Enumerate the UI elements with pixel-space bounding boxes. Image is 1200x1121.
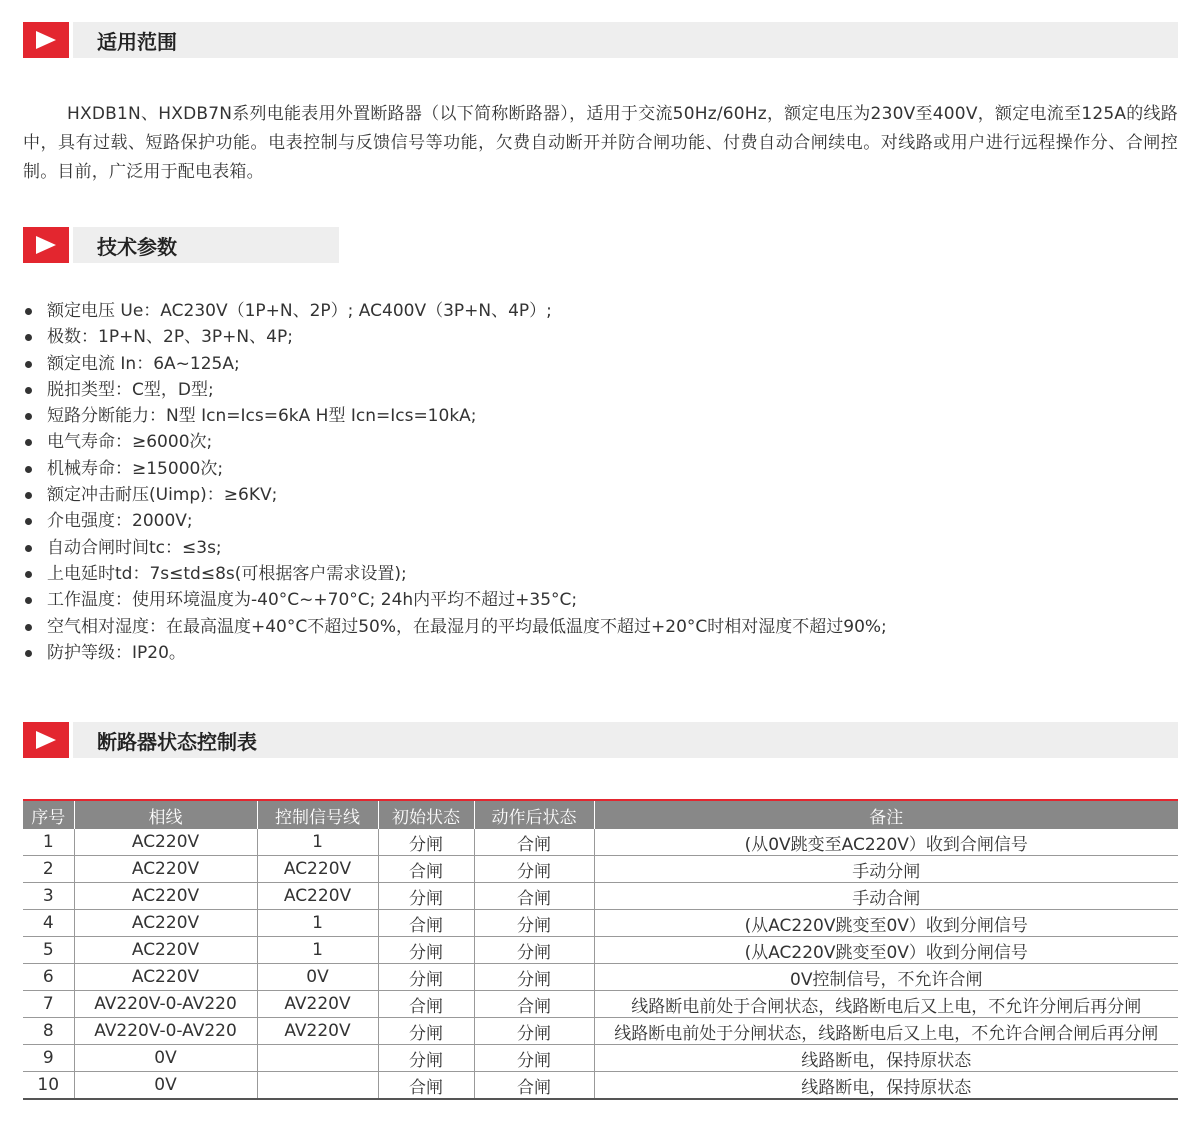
table-cell: 1	[257, 910, 378, 937]
table-header-cell: 序号	[23, 800, 74, 829]
table-cell: 1	[23, 829, 74, 856]
table-cell	[257, 1045, 378, 1072]
table-cell: AV220V-0-AV220	[74, 991, 257, 1018]
param-item: 空气相对湿度：在最高温度+40°C不超过50%，在最湿月的平均最低温度不超过+20°C时相对湿度不超过90%;	[23, 614, 1178, 640]
table-cell: 手动合闸	[594, 883, 1178, 910]
table-cell: 线路断电前处于合闸状态，线路断电后又上电，不允许分闸后再分闸	[594, 991, 1178, 1018]
section-header-table	[23, 722, 1178, 758]
table-cell: 4	[23, 910, 74, 937]
table-cell: 分闸	[378, 883, 474, 910]
table-cell: AC220V	[74, 964, 257, 991]
table-cell: 手动分闸	[594, 856, 1178, 883]
table-cell: 分闸	[474, 937, 594, 964]
param-item: 额定电流 In：6A~125A;	[23, 351, 1178, 377]
table-cell: AC220V	[257, 856, 378, 883]
table-cell: AC220V	[74, 856, 257, 883]
table-cell: (从0V跳变至AC220V）收到合闸信号	[594, 829, 1178, 856]
play-arrow-icon	[23, 722, 69, 758]
table-cell: AC220V	[74, 937, 257, 964]
table-cell: 分闸	[474, 1018, 594, 1045]
table-cell: 线路断电前处于分闸状态，线路断电后又上电，不允许合闸合闸后再分闸	[594, 1018, 1178, 1045]
table-cell: AV220V-0-AV220	[74, 1018, 257, 1045]
table-cell: 分闸	[474, 856, 594, 883]
section-header-tech	[23, 227, 339, 263]
table-cell: 0V	[74, 1045, 257, 1072]
param-item: 机械寿命：≥15000次;	[23, 456, 1178, 482]
table-cell: 0V控制信号，不允许合闸	[594, 964, 1178, 991]
table-cell: 合闸	[474, 883, 594, 910]
section-header-scope	[23, 22, 1178, 58]
table-cell: 合闸	[378, 856, 474, 883]
table-cell: 线路断电，保持原状态	[594, 1045, 1178, 1072]
breaker-state-table	[23, 799, 1178, 1100]
table-cell: 合闸	[378, 991, 474, 1018]
section-title: 技术参数	[73, 227, 339, 263]
play-arrow-icon	[23, 22, 69, 58]
table-cell: 5	[23, 937, 74, 964]
table-cell: AC220V	[74, 829, 257, 856]
play-arrow-icon	[23, 227, 69, 263]
param-item: 短路分断能力：N型 Icn=Ics=6kA H型 Icn=Ics=10kA;	[23, 403, 1178, 429]
table-cell: 合闸	[474, 991, 594, 1018]
param-item: 额定电压 Ue：AC230V（1P+N、2P）; AC400V（3P+N、4P）;	[23, 298, 1178, 324]
table-cell: 合闸	[378, 1072, 474, 1100]
section-title: 断路器状态控制表	[73, 722, 1178, 758]
table-row	[23, 910, 1178, 937]
table-row	[23, 964, 1178, 991]
table-row	[23, 856, 1178, 883]
table-cell: 1	[257, 829, 378, 856]
table-header-cell: 动作后状态	[474, 800, 594, 829]
table-cell: 6	[23, 964, 74, 991]
table-cell: AV220V	[257, 1018, 378, 1045]
table-cell: AV220V	[257, 991, 378, 1018]
table-row	[23, 1045, 1178, 1072]
table-header-cell: 控制信号线	[257, 800, 378, 829]
param-item: 脱扣类型：C型，D型;	[23, 377, 1178, 403]
table-cell: 8	[23, 1018, 74, 1045]
table-row	[23, 829, 1178, 856]
table-header-cell: 备注	[594, 800, 1178, 829]
table-cell: 分闸	[378, 1018, 474, 1045]
table-cell: 分闸	[378, 937, 474, 964]
table-cell: 合闸	[474, 829, 594, 856]
table-row	[23, 1072, 1178, 1100]
table-cell: AC220V	[74, 910, 257, 937]
table-cell: 线路断电，保持原状态	[594, 1072, 1178, 1100]
param-item: 介电强度：2000V;	[23, 508, 1178, 534]
param-item: 电气寿命：≥6000次;	[23, 429, 1178, 455]
table-cell: 0V	[74, 1072, 257, 1100]
section-title: 适用范围	[73, 22, 1178, 58]
table-cell: AC220V	[257, 883, 378, 910]
table-cell: 合闸	[378, 910, 474, 937]
table-row	[23, 1018, 1178, 1045]
param-item: 工作温度：使用环境温度为-40°C~+70°C; 24h内平均不超过+35°C;	[23, 587, 1178, 613]
table-cell: 分闸	[474, 910, 594, 937]
table-cell: 分闸	[378, 964, 474, 991]
param-item: 自动合闸时间tc：≤3s;	[23, 535, 1178, 561]
table-cell	[257, 1072, 378, 1100]
table-cell: 分闸	[378, 829, 474, 856]
table-cell: 10	[23, 1072, 74, 1100]
table-cell: 2	[23, 856, 74, 883]
table-cell: 分闸	[474, 1045, 594, 1072]
param-item: 防护等级：IP20。	[23, 640, 1178, 666]
table-row	[23, 991, 1178, 1018]
table-row	[23, 937, 1178, 964]
table-header-cell: 初始状态	[378, 800, 474, 829]
table-cell: (从AC220V跳变至0V）收到分闸信号	[594, 937, 1178, 964]
tech-params-list	[23, 298, 1178, 666]
table-cell: 分闸	[474, 964, 594, 991]
table-cell: 0V	[257, 964, 378, 991]
intro-paragraph: HXDB1N、HXDB7N系列电能表用外置断路器（以下简称断路器），适用于交流50Hz/60Hz，额定电压为230V至400V，额定电流至125A的线路中，具有过载、短路保护功能。电表控制与反馈信号等功能，欠费自动断开并防合闸功能、付费自动合闸续电。对线路或用户进行远程操作分、合闸控制。目前，广泛用于配电表箱。	[23, 104, 1178, 182]
table-header-cell: 相线	[74, 800, 257, 829]
table-cell: 3	[23, 883, 74, 910]
param-item: 极数：1P+N、2P、3P+N、4P;	[23, 324, 1178, 350]
table-cell: (从AC220V跳变至0V）收到分闸信号	[594, 910, 1178, 937]
table-row	[23, 883, 1178, 910]
table-cell: 合闸	[474, 1072, 594, 1100]
param-item: 额定冲击耐压(Uimp)：≥6KV;	[23, 482, 1178, 508]
param-item: 上电延时td：7s≤td≤8s(可根据客户需求设置);	[23, 561, 1178, 587]
table-cell: 9	[23, 1045, 74, 1072]
table-cell: 1	[257, 937, 378, 964]
table-cell: 分闸	[378, 1045, 474, 1072]
table-cell: AC220V	[74, 883, 257, 910]
table-header-row	[23, 800, 1178, 829]
table-cell: 7	[23, 991, 74, 1018]
